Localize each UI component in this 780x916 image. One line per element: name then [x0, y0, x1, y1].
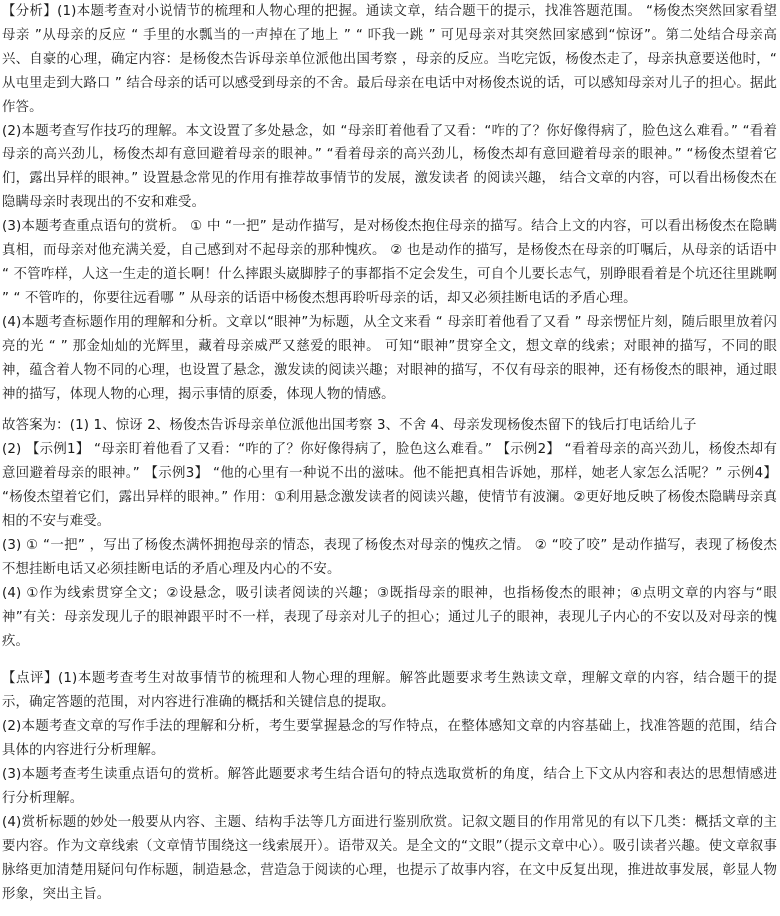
comment-paragraph-3: (3)本题考查考生读重点语句的赏析。解答此题要求考生结合语句的特点选取赏析的角度，结合上下文从内容和表达的思想情感进行分析理解。	[2, 767, 777, 806]
analysis-paragraph-1: 【分析】(1)本题考查对小说情节的梳理和人物心理的把握。通读文章，结合题干的提示，找准答题范围。 “杨俊杰突然回家看望母亲 ”从母亲的反应 “ 手里的水瓢当的一声掉在了地上 ” “ 吓我一跳 ” 可见母亲对其突然回家感到“惊讶”。第二处结合母亲高兴、自豪的心理，确定内容：是杨俊杰告诉母亲单位派他出国考察 ，母亲的反应。当吃完饭，杨俊杰走了，母亲执意要送他时，“ 从屯里走到大路口 ” 结合母亲的话可以感受到母亲的不舍。最后母亲在电话中对杨俊杰说的话，可以感知母亲对儿子的担心。据此作答。	[2, 4, 777, 115]
analysis-paragraph-2: (2)本题考查写作技巧的理解。本文设置了多处悬念，如 “母亲盯着他看了又看：“咋的了？你好像得病了，脸色这么难看。” “看着母亲的高兴劲儿，杨俊杰却有意回避着母亲的眼神。” “看着母亲的高兴劲儿，杨俊杰却有意回避着母亲的眼神。” “杨俊杰望着它们，露出异样的眼神。” 设置悬念常见的作用有推荐故事情节的发展，激发读者 的阅读兴趣， 结合文章的内容，可以看出杨俊杰在隐瞒母亲时表现出的不安和难受。	[2, 123, 777, 211]
analysis-paragraph-3: (3)本题考查重点语句的赏析。 ① 中 “一把” 是动作描写，是对杨俊杰抱住母亲的描写。结合上文的内容，可以看出杨俊杰在隐瞒真相，而母亲对他充满关爱，自己感到对不起母亲的那种愧疚。 ② 也是动作的描写，是杨俊杰在母亲的叮嘱后，从母亲的话语中 “ 不管咋样，人这一生走的道长啊！什么摔跟头崴脚脖子的事都指不定会发生，可自个儿要长志气，别睁眼看着是个坑还往里跳啊 ” “ 不管咋的，你要往远看哪 ” 从母亲的话语中杨俊杰想再聆听母亲的话，却又必须挂断电话的矛盾心理。	[2, 219, 777, 306]
comment-paragraph-2: (2)本题考查文章的写作手法的理解和分析，考生要掌握悬念的写作特点，在整体感知文章的内容基础上，找准答题的范围，结合具体的内容进行分析理解。	[2, 719, 777, 759]
analysis-paragraph-4: (4)本题考查标题作用的理解和分析。文章以“眼神”为标题，从全文来看 “ 母亲盯着他看了又看 ” 母亲愣怔片刻，随后眼里放着闪亮的光 “ ” 那金灿灿的光辉里，藏着母亲威严又慈爱的眼神。 可知“眼神”贯穿全文，想文章的线索；对眼神的描写，不同的眼神，蕴含着人物不同的心理，也设置了悬念，激发读的阅读兴趣；对眼神的描写，不仅有母亲的眼神，还有杨俊杰的眼神，通过眼神的描写，体现人物的心理，揭示事情的原委，体现人物的情感。	[2, 314, 777, 402]
comment-section	[2, 667, 777, 906]
analysis-section	[2, 0, 777, 406]
answer-section	[2, 414, 777, 653]
section-spacer	[2, 653, 777, 667]
section-spacer	[2, 406, 777, 414]
answer-paragraph-3: (3) ① “一把” ，写出了杨俊杰满怀拥抱母亲的情态，表现了杨俊杰对母亲的愧疚之情。 ② “咬了咬” 是动作描写，表现了杨俊杰不想挂断电话又必须挂断电话的矛盾心理及内心的不安。	[2, 537, 777, 577]
comment-paragraph-1: 【点评】(1)本题考查考生对故事情节的梳理和人物心理的理解。解答此题要求考生熟读文章，理解文章的内容，结合题干的提示，确定答题的范围，对内容进行准确的概括和关键信息的提取。	[2, 671, 777, 711]
answer-paragraph-4: (4) ①作为线索贯穿全文；②设悬念，吸引读者阅读的兴趣；③既指母亲的眼神，也指杨俊杰的眼神；④点明文章的内容与“眼神”有关：母亲发现儿子的眼神跟平时不一样，表现了母亲对儿子的担心；通过儿子的眼神，表现儿子内心的不安以及对母亲的愧疚。	[2, 585, 777, 649]
comment-paragraph-4: (4)赏析标题的妙处一般要从内容、主题、结构手法等几方面进行鉴别欣赏。记叙文题目的作用常见的有以下几类：概括文章的主要内容。作为文章线索（文章情节围绕这一线索展开）。语带双关。是全文的“文眼”（提示文章中心）。吸引读者兴趣。使文章叙事脉络更加清楚用疑问句作标题，制造悬念，营造急于阅读的心理，也提示了故事内容，在文中反复出现，推进故事发展，彰显人物形象，突出主旨。	[2, 814, 777, 902]
answer-paragraph-2: (2) 【示例1】 “母亲盯着他看了又看：“咋的了？你好像得病了，脸色这么难看。” 【示例2】 “看着母亲的高兴劲儿，杨俊杰却有意回避着母亲的眼神。” 【示例3】 “他的心里有一种说不出的滋味。他不能把真相告诉她，那样，她老人家怎么活呢？” 示例4】 “杨俊杰望着它们，露出异样的眼神。” 作用：①利用悬念激发读者的阅读兴趣，使情节有波澜。②更好地反映了杨俊杰隐瞒母亲真相的不安与难受。	[2, 442, 777, 530]
answer-paragraph-1: 故答案为：(1) 1、惊讶 2、杨俊杰告诉母亲单位派他出国考察 3、不舍 4、母亲发现杨俊杰留下的钱后打电话给儿子	[2, 418, 697, 434]
